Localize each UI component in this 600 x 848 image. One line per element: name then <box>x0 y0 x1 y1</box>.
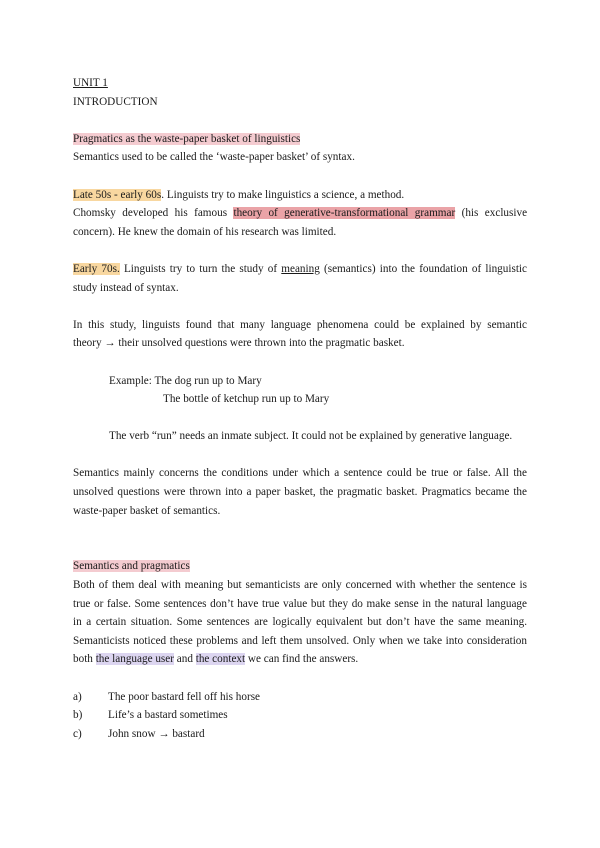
date-highlight: Late 50s - early 60s <box>73 188 162 201</box>
paragraph-line: In this study, linguists found that many language phenomena could be explained by semantic <box>73 318 527 331</box>
paragraph-line: in a certain situation. Some sentences are logically equivalent but don’t have the same meaning. <box>73 616 527 629</box>
list-item: c) John snow → bastard <box>73 727 205 740</box>
paragraph-late-50s: Late 50s - early 60s. Linguists try to make linguistics a science, a method. <box>73 188 405 201</box>
paragraph-line: Both of them deal with meaning but semanticists are only concerned with whether the sentence is <box>73 579 527 592</box>
paragraph-early-70s: Early 70s. Linguists try to turn the study of meaning (semantics) into the foundation of linguistic <box>73 262 527 275</box>
paragraph-line: Semantics mainly concerns the conditions under which a sentence could be true or false. All the <box>73 467 527 480</box>
paragraph-line: Chomsky developed his famous theory of generative-transformational grammar (his exclusive <box>73 207 528 220</box>
paragraph-line: true or false. Some sentences don’t have true value but they do make sense in the natural language <box>73 597 527 610</box>
example-line: Example: The dog run up to Mary <box>109 374 262 387</box>
section-heading-waste-paper: Pragmatics as the waste-paper basket of linguistics <box>73 132 301 145</box>
document-page <box>73 74 527 743</box>
example-line: The bottle of ketchup run up to Mary <box>163 393 330 406</box>
paragraph-line: theory → their unsolved questions were thrown into the pragmatic basket. <box>73 337 405 350</box>
paragraph-line: unsolved questions were thrown into a paper basket, the pragmatic basket. Pragmatics became the <box>73 486 527 499</box>
unit-title: INTRODUCTION <box>73 95 158 108</box>
example-note: The verb “run” needs an inmate subject. It could not be explained by generative language. <box>109 430 513 443</box>
unit-label: UNIT 1 <box>73 77 108 89</box>
list-item: b) Life’s a bastard sometimes <box>73 709 228 722</box>
paragraph-line: Semanticists noticed these problems and left them unsolved. Only when we take into consideration <box>73 634 527 647</box>
date-highlight: Early 70s. <box>73 262 120 275</box>
paragraph-line: study instead of syntax. <box>73 281 179 294</box>
theory-highlight: theory of generative-transformational grammar <box>233 207 456 220</box>
context-highlight: the context <box>195 653 246 666</box>
underlined-word: meaning <box>281 262 320 275</box>
paragraph: Semantics used to be called the ‘waste-paper basket’ of syntax. <box>73 151 355 164</box>
section-heading-semantics-pragmatics: Semantics and pragmatics <box>73 560 190 573</box>
paragraph-line: concern). He knew the domain of his research was limited. <box>73 225 337 238</box>
list-item: a) The poor bastard fell off his horse <box>73 690 261 703</box>
language-user-highlight: the language user <box>95 653 174 666</box>
paragraph-line: waste-paper basket of semantics. <box>73 504 221 517</box>
paragraph-line: both the language user and the context we can find the answers. <box>73 653 359 666</box>
